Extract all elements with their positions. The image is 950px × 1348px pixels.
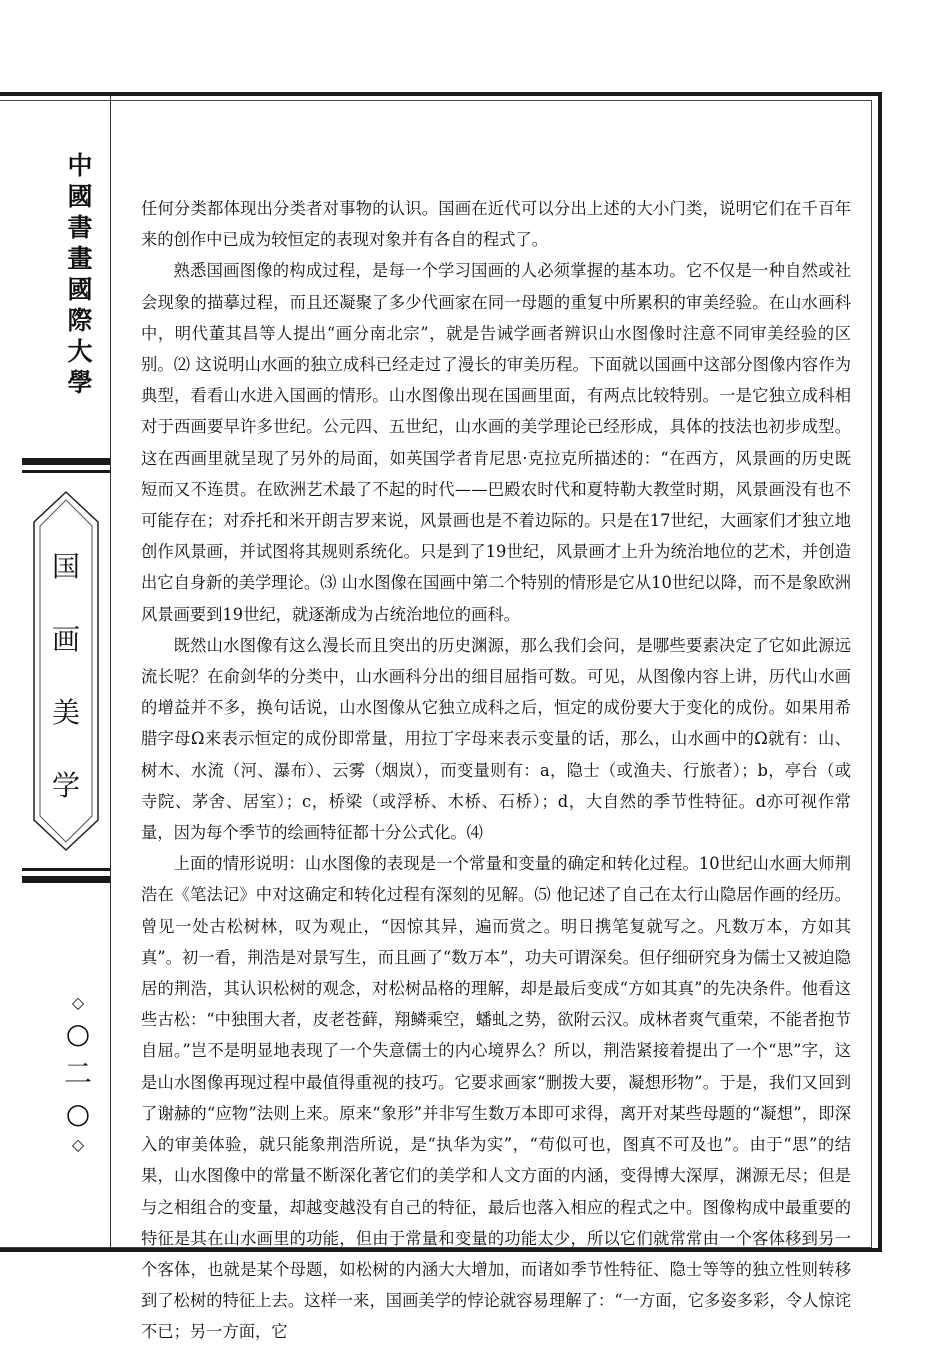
title-bottom-rule (22, 868, 110, 871)
page-number-vertical (58, 992, 98, 1156)
title-char: 国 (51, 550, 80, 583)
title-top-rule (22, 470, 110, 473)
school-char: 大 (67, 337, 93, 366)
diamond-ornament: ◇ (71, 993, 85, 1012)
page-number-char: ○ (65, 1017, 91, 1050)
paragraph: 既然山水图像有这么漫长而且突出的历史渊源，那么我们会问，是哪些要素决定了它如此源远流长呢？在俞剑华的分类中，山水画科分出的细目屈指可数。可见，从图像内容上讲，历代山水画的增益并不多，换句话说，山水图像从它独立成科之后，恒定的成份要大于变化的成份。如果用希腊字母Ω来表示恒定的成份即常量，用拉丁字母来表示变量的话，那么，山水画中的Ω就有：山、树木、水流（河、瀑布）、云雾（烟岚），而变量则有：a，隐士（或渔夫、行旅者）；b，亭台（或寺院、茅舍、居室）；c，桥梁（或浮桥、木桥、石桥）；d，大自然的季节性特征。d亦可视作常量，因为每个季节的绘画特征都十分公式化。⑷ (141, 635, 851, 843)
paragraph: 上面的情形说明：山水图像的表现是一个常量和变量的确定和转化过程。10世纪山水画大师荆浩在《笔法记》中对这确定和转化过程有深刻的见解。⑸ 他记述了自己在太行山隐居作画的经历。曾见一处古松树林，叹为观止，“因惊其异，遍而赏之。明日携笔复就写之。凡数万本，方如其真”。初一看，荆浩是对景写生，而且画了“数万本”，功夫可谓深矣。但仔细研究身为儒士又被迫隐居的荆浩，其认识松树的观念，对松树品格的理解，却是最后变成“方如其真”的先决条件。他看这些古松：“中独围大者，皮老苍藓，翔鳞乘空，蟠虬之势，欲附云汉。成林者爽气重荣，不能者抱节自屈。”岂不是明显地表现了一个失意儒士的内心境界么？所以，荆浩紧接着提出了一个“思”字，这是山水图像再现过程中最值得重视的技巧。它要求画家“删拨大要，凝想形物”。于是，我们又回到了谢赫的“应物”法则上来。原来“象形”并非写生数万本即可求得，离开对某些母题的“凝想”，即深入的审美体验，就只能象荆浩所说，是“执华为实”，“苟似可也，图真不可及也”。由于“思”的结果，山水图像中的常量不断深化著它们的美学和人文方面的内涵，变得博大深厚，渊源无尽；但是与之相组合的变量，却越变越没有自己的特征，最后也落入相应的程式之中。图像构成中最重要的特征是其在山水画里的功能，但由于常量和变量的功能太少，所以它们就常常由一个客体移到另一个客体，也就是某个母题，如松树的内涵大大增加，而诸如季节性特征、隐士等等的独立性则转移到了松树的特征上去。这样一来，国画美学的悖论就容易理解了：“一方面，它多姿多彩，令人惊诧不已；另一方面，它 (141, 854, 851, 1342)
body-text (141, 193, 851, 1348)
title-bottom-bar (22, 876, 110, 883)
page-number-char: ○ (65, 1097, 91, 1130)
title-char: 画 (51, 623, 80, 656)
diamond-ornament: ◇ (71, 1135, 85, 1154)
title-top-bar (22, 458, 110, 465)
paragraph: 任何分类都体现出分类者对事物的认识。国画在近代可以分出上述的大小门类，说明它们在千百年来的创作中已成为较恒定的表现对象并有各自的程式了。 (141, 199, 851, 250)
school-char: 際 (67, 306, 93, 335)
school-name-vertical (60, 150, 100, 398)
book-title-vertical (0, 530, 132, 822)
title-char: 美 (51, 696, 80, 729)
school-char: 畫 (67, 244, 93, 273)
school-char: 學 (67, 368, 93, 397)
title-char: 学 (51, 769, 80, 802)
school-char: 書 (67, 213, 93, 242)
school-char: 中 (67, 151, 93, 180)
school-char: 國 (67, 182, 93, 211)
paragraph: 熟悉国画图像的构成过程，是每一个学习国画的人必须掌握的基本功。它不仅是一种自然或社会现象的描摹过程，而且还凝聚了多少代画家在同一母题的重复中所累积的审美经验。在山水画科中，明代董其昌等人提出“画分南北宗”，就是告诫学画者辨识山水图像时注意不同审美经验的区别。⑵ 这说明山水画的独立成科已经走过了漫长的审美历程。下面就以国画中这部分图像内容作为典型，看看山水进入国画的情形。山水图像出现在国画里面，有两点比较特别。一是它独立成科相对于西画要早许多世纪。公元四、五世纪，山水画的美学理论已经形成，具体的技法也初步成型。这在西画里就呈现了另外的局面，如英国学者肯尼思·克拉克所描述的：“在西方，风景画的历史既短而又不连贯。在欧洲艺术最了不起的时代——巴殿农时代和夏特勒大教堂时期，风景画没有也不可能存在；对乔托和米开朗吉罗来说，风景画也是不着边际的。只是在17世纪，大画家们才独立地创作风景画，并试图将其规则系统化。只是到了19世纪，风景画才上升为统治地位的艺术，并创造出它自身新的美学理论。⑶ 山水图像在国画中第二个特别的情形是它从10世纪以降，而不是象欧洲风景画要到19世纪，就逐渐成为占统治地位的画科。 (141, 261, 851, 624)
school-char: 國 (67, 275, 93, 304)
page-number-char: 二 (63, 1057, 92, 1090)
